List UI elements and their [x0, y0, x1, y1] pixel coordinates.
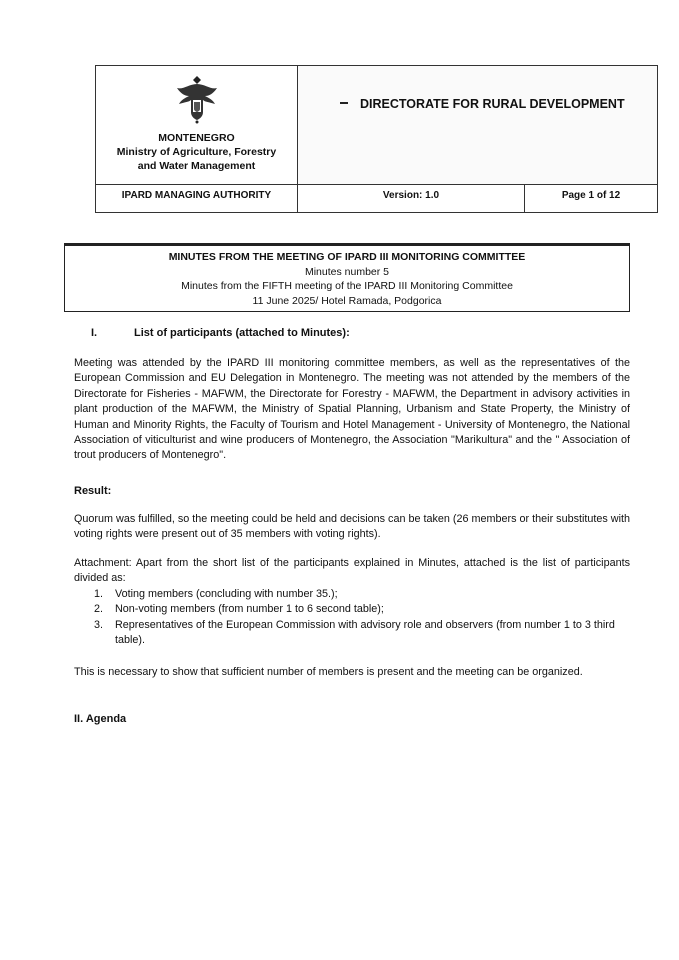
document-header-table: [95, 65, 658, 213]
section-heading-participants: [91, 327, 350, 339]
ministry-name-block: [96, 131, 297, 173]
result-label: Result:: [74, 485, 112, 497]
minutes-title-box: [64, 243, 630, 312]
page-number: Page 1 of 12: [561, 190, 621, 201]
section-title: List of participants (attached to Minutes):: [134, 327, 350, 339]
coat-of-arms-icon: [173, 72, 221, 124]
section-number: I.: [91, 327, 98, 339]
minutes-number: Minutes number 5: [304, 265, 390, 278]
header-ministry-cell: [96, 66, 298, 184]
minutes-subtitle: Minutes from the FIFTH meeting of the IPARD III Monitoring Committee: [181, 280, 513, 292]
participants-list: [94, 587, 630, 649]
managing-authority: IPARD MANAGING AUTHORITY: [121, 190, 272, 201]
sufficiency-paragraph: This is necessary to show that sufficient number of members is present and the meeting can be organized.: [74, 666, 583, 678]
document-version: Version: 1.0: [382, 190, 440, 201]
attachment-paragraph: Attachment: Apart from the short list of the participants explained in Minutes, attached is the list of participants divided as:: [74, 557, 630, 585]
list-item: 3. Representatives of the European Commission with advisory role and observers (from number 1 to 3 third table).: [94, 618, 615, 647]
minutes-title: MINUTES FROM THE MEETING OF IPARD III MONITORING COMMITTEE: [168, 251, 526, 263]
attendance-paragraph: Meeting was attended by the IPARD III monitoring committee members, as well as the representatives of the European Commission and EU Delegation in Montenegro. The meeting was not attended by the members of the Directorate for Fisheries - MAFWM, the Directorate for Forestry - MAFWM, the Department in advisory activities in plant production of the MAFWM, the Ministry of Spatial Planning, Urbanism and State Property, the Ministry of Human and Minority Rights, the Faculty of Tourism and Hotel Management - University of Montenegro, the National Association of viticulturist and wine producers of Montenegro, the Association "Marikultura" and the " Association of trout producers of Montenegro".: [74, 357, 630, 462]
header-directorate-cell: [298, 66, 657, 184]
header-meta-row: [96, 184, 657, 212]
list-item: 2. Non-voting members (from number 1 to 6 second table);: [94, 603, 384, 616]
ministry-name: Ministry of Agriculture, Forestry and Water Management: [116, 146, 277, 172]
directorate-name: DIRECTORATE FOR RURAL DEVELOPMENT: [360, 97, 625, 111]
list-item: 1. Voting members (concluding with number 35.);: [94, 588, 338, 600]
country-name: MONTENEGRO: [158, 132, 235, 144]
dash-mark: [340, 102, 348, 104]
minutes-date-place: 11 June 2025/ Hotel Ramada, Podgorica: [252, 294, 442, 307]
quorum-paragraph: Quorum was fulfilled, so the meeting could be held and decisions can be taken (26 members or their substitutes with voting rights were present out of 35 members with voting rights).: [74, 513, 630, 541]
section-heading-agenda: II. Agenda: [74, 713, 127, 725]
